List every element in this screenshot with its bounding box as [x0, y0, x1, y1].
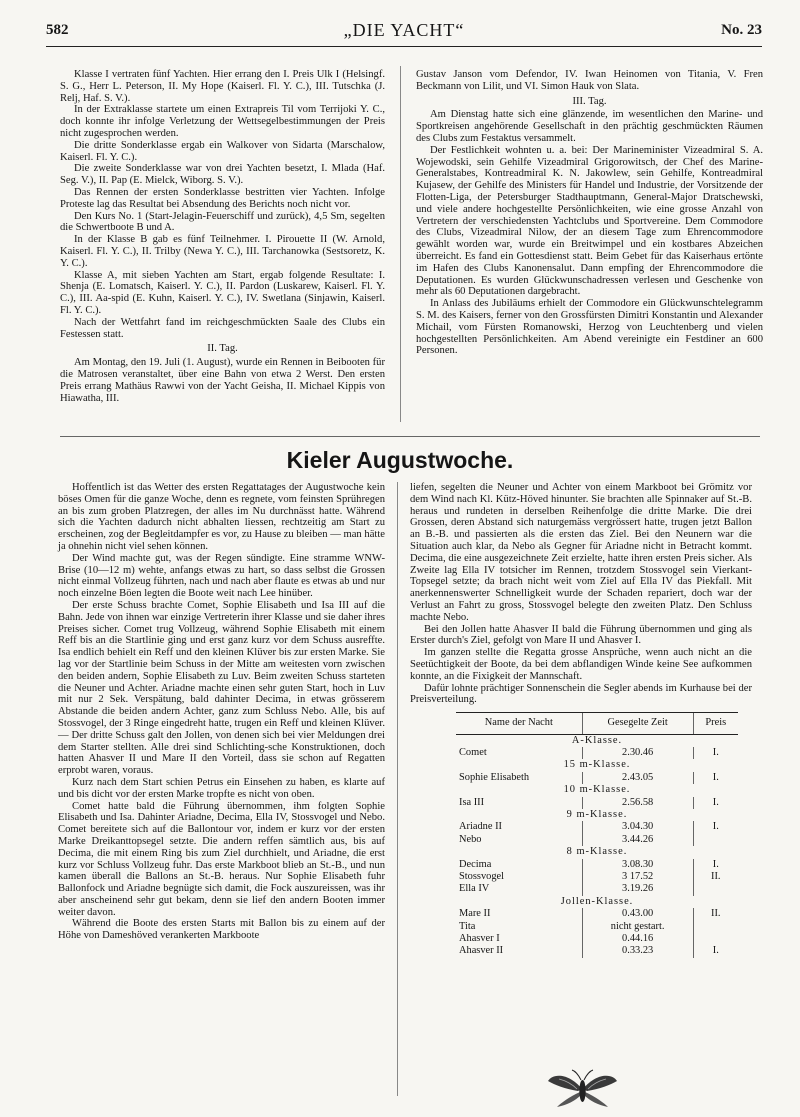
- cell-prize: I.: [693, 821, 738, 833]
- table-row: [456, 883, 738, 895]
- paragraph-continued: liefen, segelten die Neuner und Achter von einem Markboot bei Grömitz vor dem Wind nach Kl. Kütz-Höved hinunter. Sie brachten alle Spinnaker auf St.-B. heraus und rundeten in derselben Reihenfolge die dritte Marke. Die drei Grossen, deren Abstand sich naturgemäss vergrössert hatte, trugen jetzt Ballon an B.-B. und passierten als die ersten das Ziel. Bei den Neunern war die Situation auch klar, da Nebo als Gegner für Ariadne nicht in Betracht kommt. Decima, die eine ausgezeichnete Zeit erzielte, hatte ihren ersten Preis sicher. Als Zweite lag Ella IV totsicher im Rennen, trotzdem Stossvogel sein Vierkant-Topsegel setzte; da brach nicht weit vom Ziel auf Ella IV das Piekfall. Mit anerkennenswerter Schnelligkeit wurde der Schaden repariert, doch war der Verlust an Fahrt zu gross, Stossvogel belegte den zweiten Platz. Den Schluss machte Nebo.: [410, 482, 752, 623]
- journal-title: „DIE YACHT“: [343, 20, 465, 40]
- paragraph: Nach der Wettfahrt fand im reichgeschmückten Saale des Clubs ein Festessen statt.: [60, 316, 385, 340]
- upper-left-paragraphs: [60, 69, 385, 340]
- issue-number: No. 23: [721, 22, 762, 38]
- cell-name: Stossvogel: [459, 871, 505, 883]
- cell-time: 2.30.46: [582, 747, 693, 759]
- cell-prize: [693, 933, 738, 945]
- cell-name: Ella IV: [459, 883, 490, 895]
- paragraph-continued: Gustav Janson vom Defendor, IV. Iwan Heinomen von Titania, V. Fren Beckmann von Lilit, und VI. Simon Hauk von Slata.: [416, 69, 763, 92]
- paragraph: Kurz nach dem Start schien Petrus ein Einsehen zu haben, es klarte auf und bis dicht vor der ersten Marke tropfte es nicht von oben.: [58, 776, 385, 800]
- cell-time: 0.43.00: [582, 908, 693, 920]
- page-header: [46, 14, 762, 48]
- cell-time: 3.19.26: [582, 883, 693, 895]
- cell-time: 2.43.05: [582, 772, 693, 784]
- column-header-name: Name der Nacht: [456, 713, 582, 734]
- results-body: [456, 734, 738, 958]
- paragraph: Am Dienstag hatte sich eine glänzende, im wesentlichen den Marine- und Sportkreisen angehörende Gesellschaft in den prächtig geschmückten Räumen des Clubs zum Festaktus versammelt.: [416, 109, 763, 144]
- cell-name: Sophie Elisabeth: [459, 771, 530, 783]
- insect-ornament-icon: [545, 1067, 620, 1111]
- section-title: Kieler Augustwoche.: [286, 447, 514, 473]
- page-number: 582: [46, 22, 69, 38]
- cell-prize: II.: [693, 871, 738, 883]
- class-heading-row: [456, 759, 738, 771]
- table-row: [456, 945, 738, 957]
- cell-prize: I.: [693, 859, 738, 871]
- cell-prize: I.: [693, 797, 738, 809]
- paragraph: In der Extraklasse startete um einen Extrapreis Til vom Terrijoki Y. C., doch konnte ihr infolge Verletzung der Wettsegelbestimmungen der Preis nicht zugesprochen werden.: [60, 104, 385, 139]
- class-heading: Jollen-Klasse.: [560, 895, 634, 907]
- paragraph: Klasse I vertraten fünf Yachten. Hier errang den I. Preis Ulk I (Helsingf. S. G., Herr L. Peterson, II. My Hope (Kaiserl. Fl. Y. C.), III. Tutschka (J. Relj, Haf. S. V.).: [60, 69, 385, 104]
- column-upper-left: [60, 69, 385, 404]
- column-header-prize: Preis: [693, 713, 738, 734]
- table-row: [456, 933, 738, 945]
- column-lower-right: [410, 482, 752, 958]
- table-row: [456, 772, 738, 784]
- cell-name: Isa III: [459, 796, 485, 808]
- table-row: [456, 871, 738, 883]
- class-heading: 10 m-Klasse.: [563, 784, 631, 796]
- table-row: [456, 747, 738, 759]
- cell-time: 3.44.26: [582, 834, 693, 846]
- cell-prize: I.: [693, 772, 738, 784]
- upper-right-paragraphs: [416, 109, 763, 357]
- column-divider: [397, 482, 398, 1096]
- paragraph: Am Montag, den 19. Juli (1. August), wurde ein Rennen in Beibooten für die Matrosen veranstaltet, über eine Bahn von etwa 2 Werst. Den ersten Preis errang Mathäus Rawwi von der Yacht Geisha, II. Michael Kippis von Hiawatha, III.: [60, 357, 385, 404]
- paragraph: Das Rennen der ersten Sonderklasse bestritten vier Yachten. Infolge Proteste lag das Resultat bei Absendung des Berichts noch nicht vor.: [60, 186, 385, 210]
- cell-time: 3 17.52: [582, 871, 693, 883]
- class-heading-row: [456, 784, 738, 796]
- class-heading-row: [456, 809, 738, 821]
- paragraph: In Anlass des Jubiläums erhielt der Commodore ein Glückwunschtelegramm S. M. des Kaisers, ferner von den Grossfürsten Dimitri Konstantin und Alexander Michail, vom Fürsten Romanowski, Herzog von Leuchtenberg und vielen hochgestellten Persönlichkeiten. Am Abend vereinigte ein Festdiner an 600 Personen.: [416, 298, 763, 357]
- cell-prize: [693, 883, 738, 895]
- cell-name: Ahasver II: [459, 945, 504, 957]
- paragraph: Dafür lohnte prächtiger Sonnenschein die Segler abends im Kurhause bei der Preisverteilung.: [410, 682, 752, 706]
- cell-time: nicht gestart.: [582, 921, 693, 933]
- subheading-day-3: III. Tag.: [572, 95, 607, 107]
- cell-time: 3.08.30: [582, 859, 693, 871]
- class-heading: A-Klasse.: [571, 734, 623, 746]
- cell-time: 0.33.23: [582, 945, 693, 957]
- paragraph: Hoffentlich ist das Wetter des ersten Regattatages der Augustwoche kein böses Omen für die ganze Woche, denn es regnete, vom feinsten Sprühregen an bis zum groben Platzregen, der alles im Nu durchnässt hatte. Während sich die Yachten dadurch nicht abhalten liessen, rechtzeitig am Start zu erscheinen, zog der Begleitdampfer es vor, zu Hause zu bleiben — man hätte ja ohnehin nicht viel sehen können.: [58, 482, 385, 552]
- paragraph: Die zweite Sonderklasse war von drei Yachten besetzt, I. Mlada (Haf. Seg. V.), II. Pap (E. Mielck, Wiborg. S. V.).: [60, 163, 385, 187]
- cell-name: Ariadne II: [459, 821, 502, 833]
- paragraph: Der Festlichkeit wohnten u. a. bei: Der Marineminister Vizeadmiral S. A. Wojewodski, sein Gehilfe Vizeadmiral Grigorowitsch, der Chef des Marine-Generalstabes, Kontreadmiral K. N. Jakowlew, sein Gehilfe, Kontreadmiral Kujasew, der Gehilfe des Ministers für Handel und Industrie, der Vorsitzende der Flotten-Liga, der Petersburger Stadthauptmann, General-Major Dratschewski, und viele andere hochgestellte Persönlichkeiten, wie eine grosse Anzahl von Vertretern der verschiedensten Yachtclubs und Sportvereine. Dem Commodore des Clubs, Vizeadmiral Nilow, der an diesem Tage zum Ehrencommodore gewählt worden war, wurde ein Breitwimpel und ein kostbares Abzeichen überreicht. Es fand ein Gottesdienst statt. Beim Gebet für das Kaiserhaus ertönte im Hafen des Clubs Kanonensalut. Dann empfing der Ehrencommodore die Deputationen. Es wurden Glückwunschadressen verlesen und Geschenke von mehr als 60 Deputationen dargebracht.: [416, 144, 763, 298]
- class-heading-row: [456, 896, 738, 908]
- paragraph: Die dritte Sonderklasse ergab ein Walkover von Sidarta (Marschalow, Kaiserl. Fl. Y. C.).: [60, 139, 385, 163]
- results-table: [456, 712, 738, 958]
- cell-name: Decima: [459, 858, 492, 870]
- class-heading-row: [456, 846, 738, 858]
- cell-name: Ahasver I: [459, 933, 500, 945]
- lower-right-paragraphs: [410, 624, 752, 707]
- column-header-time: Gesegelte Zeit: [582, 713, 693, 734]
- class-heading: 9 m-Klasse.: [566, 808, 628, 820]
- paragraph: Den Kurs No. 1 (Start-Jelagin-Feuerschiff und zurück), 4,5 Sm, segelten die Schwertboote B und A.: [60, 210, 385, 234]
- cell-prize: [693, 834, 738, 846]
- class-heading: 15 m-Klasse.: [563, 759, 631, 771]
- cell-prize: [693, 921, 738, 933]
- cell-name: Nebo: [459, 833, 482, 845]
- column-upper-right: [416, 69, 763, 357]
- cell-time: 3.04.30: [582, 821, 693, 833]
- cell-name: Tita: [459, 920, 476, 932]
- paragraph: Comet hatte bald die Führung übernommen, ihm folgten Sophie Elisabeth und Isa. Dahinter Ariadne, Decima, Ella IV, Stossvogel und Nebo. Comet bereitete sich auf die Ballontour vor, indem er kurz vor der ersten Marke Dreikanttopsegel setzte. Die andern reffen sämtlich aus, bis auf Decima, die mit einem Ring bis zum Ziel durchhielt, und Ariadne, die erst kurz vor Schluss Vollzeug fuhr. Das erste Markboot blieb an St.-B., und nun kamen überall die Ballons an St.-B. heraus. Nur Sophie Elisabeth fuhr Ballonfock und Ariadne begnügte sich damit, die Fock auszureissen, was ihr aber anscheinend sehr gut bekam, denn sie lief den andern Booten immer weiter davon.: [58, 800, 385, 918]
- paragraph: Bei den Jollen hatte Ahasver II bald die Führung übernommen und ging als Erster durch's Ziel, gefolgt von Mare II und Ahasver I.: [410, 623, 752, 647]
- paragraph: Der erste Schuss brachte Comet, Sophie Elisabeth und Isa III auf die Bahn. Jede von ihnen war einzige Vertreterin ihrer Klasse und sie daher ihres Preises sicher. Comet trug Vollzeug, während Sophie Elisabeth mit einem Reff bis an die Startlinie ging und erst ganz kurz vor dem Schuss ausreffte. Isa endlich behielt ein Reff und den kleinen Klüver bis zur ersten Marke. Sie lag vor der Startlinie beim Schuss in der Mitte am weitesten vorn zwischen den beiden andern, Sophie Elisabeth zu Luv. Beim zweiten Schuss starteten die Neuner und Achter. Ariadne machte einen sehr guten Start, hoch in Luv mit nur 2 Sek. Verspätung, bald dahinter Decima, in etwas grösserem Abstande die beiden andern Achter, ganz zum Schluss Nebo. Alle, bis auf Stossvogel, der 3 Ringe eingedreht hatte, trugen ein Reff und kleinen Klüver. — Der dritte Schuss galt den Jollen, von denen sich bei vier Meldungen drei dem Starter stellten. Alle drei sind Schlichting-sche Konstruktionen, doch hatten Ahasver II und Mare II den Vorteil, dass sie schon auf Regatten erprobt waren, voraus.: [58, 599, 385, 777]
- paragraph: Klasse A, mit sieben Yachten am Start, ergab folgende Resultate: I. Shenja (E. Lomatsch, Kaiserl. Y. C.), II. Pardon (Luskarew, Kaiserl. Fl. Y. C.), III. Aa-spid (E. Kuhn, Kaiserl. Y. C.), IV. Swetlana (Sinjawin, Kaiserl. Fl. Y. C.).: [60, 269, 385, 316]
- cell-time: 2.56.58: [582, 797, 693, 809]
- column-lower-left: [58, 482, 385, 942]
- class-heading: 8 m-Klasse.: [566, 846, 628, 858]
- cell-name: Comet: [459, 746, 487, 758]
- paragraph: Im ganzen stellte die Regatta grosse Ansprüche, wenn auch nicht an die Seetüchtigkeit der Boote, da bei dem abflandigen Winde keine See aufkommen konnte, an die Fixigkeit der Mannschaft.: [410, 647, 752, 682]
- cell-name: Mare II: [459, 908, 491, 920]
- subheading-day-2: II. Tag.: [207, 343, 238, 355]
- cell-prize: I.: [693, 747, 738, 759]
- header-rule: [46, 46, 762, 47]
- table-row: [456, 921, 738, 933]
- cell-prize: II.: [693, 908, 738, 920]
- paragraph: Während die Boote des ersten Starts mit Ballon bis zu einem auf der Höhe von Dameshöved verankerten Markboote: [58, 918, 385, 942]
- table-row: [456, 859, 738, 871]
- section-rule: [60, 436, 760, 437]
- table-row: [456, 821, 738, 833]
- table-row: [456, 908, 738, 920]
- table-row: [456, 834, 738, 846]
- paragraph: In der Klasse B gab es fünf Teilnehmer. I. Pirouette II (W. Arnold, Kaiserl. Fl. Y. C.), II. Trilby (Newa Y. C.), III. Tarchanowka (Sestsoretz, K. Y. C.).: [60, 234, 385, 269]
- cell-prize: I.: [693, 945, 738, 957]
- cell-time: 0.44.16: [582, 933, 693, 945]
- lower-left-paragraphs: [58, 482, 385, 942]
- paragraph: Der Wind machte gut, was der Regen sündigte. Eine stramme WNW-Brise (10—12 m) wehte, anfangs etwas zu hart, so dass selbst die Grossen nicht einmal Vollzeug führten, nach und nach aber flaute es etwas ab und nur noch einzelne Böen legten die Boote weit nach Lee hinüber.: [58, 552, 385, 600]
- column-divider: [400, 66, 401, 422]
- class-heading-row: [456, 734, 738, 747]
- table-header-row: [456, 713, 738, 734]
- table-row: [456, 797, 738, 809]
